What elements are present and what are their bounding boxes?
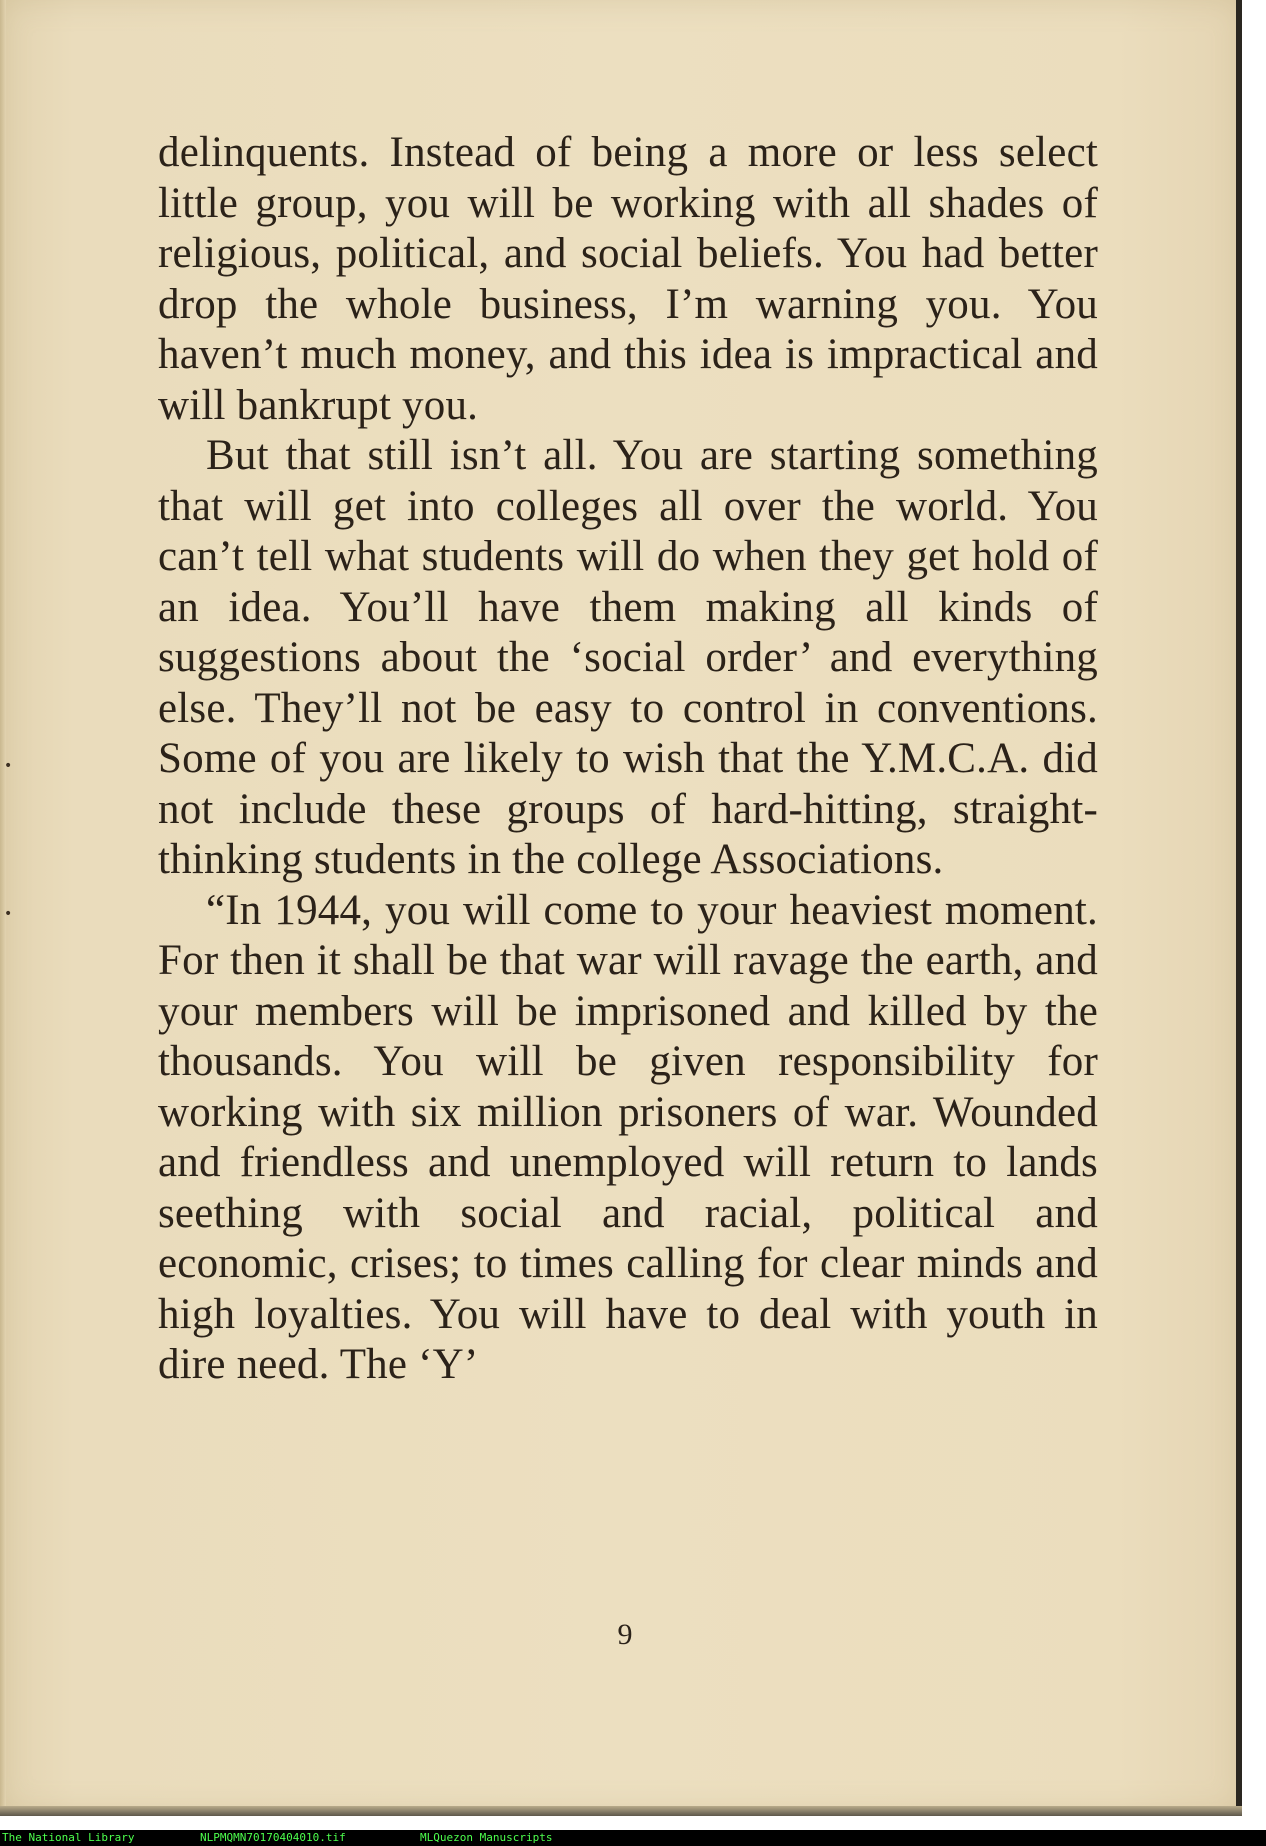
archive-footer-bar — [0, 1830, 1266, 1846]
binding-staple-mark: • — [4, 906, 13, 922]
footer-collection: MLQuezon Manuscripts — [420, 1831, 553, 1844]
paragraph: But that still isn’t all. You are starting something that will get into colleges all over the world. You can’t tell what students will do when they get hold of an idea. You’ll have them making all kinds of suggestions about the ‘social order’ and everything else. They’ll not be easy to control in conventions. Some of you are likely to wish that the Y.M.C.A. did not include these groups of hard-hitting, straight-thinking students in the college Associations. — [158, 432, 1098, 883]
page-number: 9 — [617, 1618, 633, 1651]
paragraph-continuation: delinquents. Instead of being a more or less select little group, you will be working with all shades of religious, political, and social beliefs. You had better drop the whole business, I’m warning you. You haven’t much money, and this idea is impractical and will bankrupt you. — [158, 129, 1098, 429]
binding-staple-mark: • — [4, 758, 13, 774]
body-text — [158, 128, 1098, 1391]
footer-library-name: The National Library — [2, 1831, 135, 1844]
page-right-edge — [1236, 0, 1242, 1812]
footer-filename: NLPMQMN70170404010.tif — [200, 1831, 346, 1844]
paragraph-quote: “In 1944, you will come to your heaviest moment. For then it shall be that war will ravage the earth, and your members will be imprisoned and killed by the thousands. You will be given responsibility for working with six million prisoners of war. Wounded and friendless and unemployed will return to lands seething with social and racial, political and economic, crises; to times calling for clear minds and high loyalties. You will have to deal with youth in dire need. The ‘Y’ — [158, 886, 1098, 1388]
page-bottom-edge — [0, 1806, 1242, 1816]
